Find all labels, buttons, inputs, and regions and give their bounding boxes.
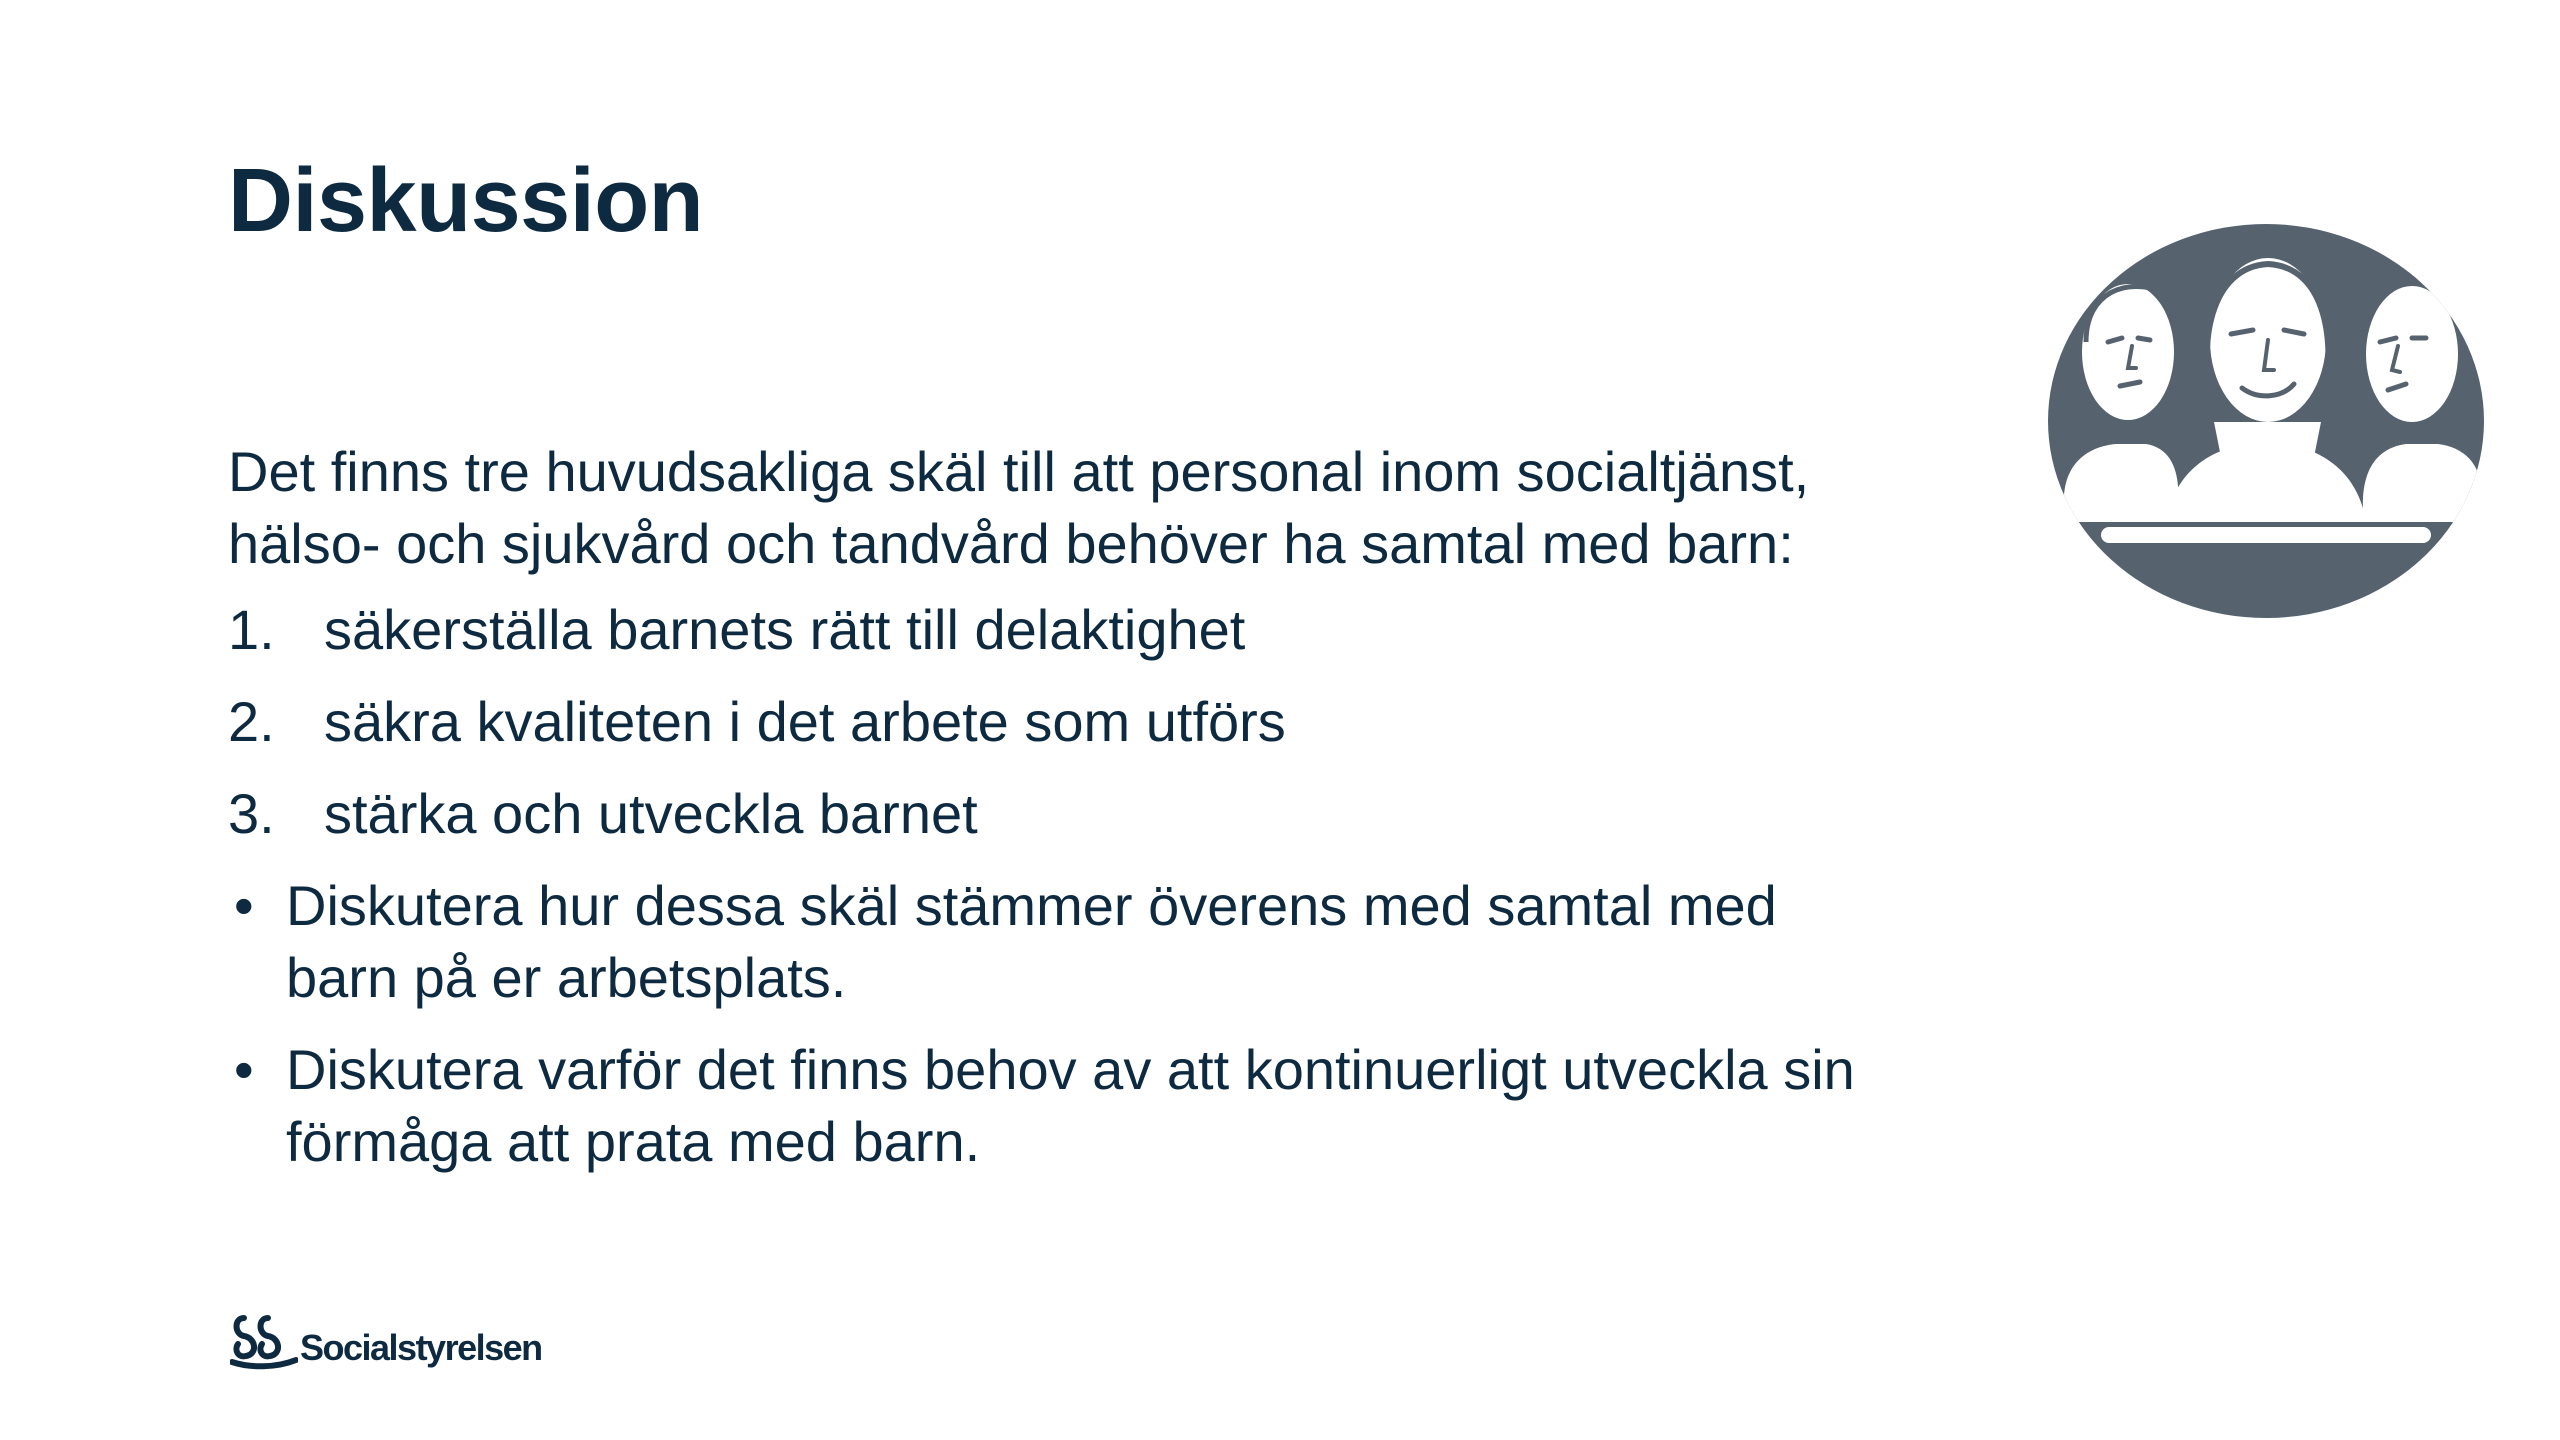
logo-text: Socialstyrelsen: [300, 1327, 542, 1368]
list-item-text: stärka och utveckla barnet: [324, 782, 978, 845]
list-item-text: säkerställa barnets rätt till delaktighet: [324, 598, 1246, 661]
bullet-list: [228, 870, 1928, 1178]
bullet-text: Diskutera hur dessa skäl stämmer överens med samtal med barn på er arbetsplats.: [286, 874, 1777, 1009]
bullet-item: [228, 1034, 1928, 1178]
socialstyrelsen-logo: [230, 1310, 542, 1372]
bullet-text: Diskutera varför det finns behov av att kontinuerligt utveckla sin förmåga att prata med barn.: [286, 1038, 1855, 1173]
logo-emblem-icon: [230, 1310, 298, 1372]
list-number: 3.: [228, 782, 275, 845]
numbered-list: [228, 594, 1928, 850]
list-item: [228, 778, 1928, 850]
bullet-symbol: •: [234, 1038, 254, 1101]
slide-title: Diskussion: [228, 151, 704, 251]
list-number: 2.: [228, 690, 275, 753]
list-item-text: säkra kvaliteten i det arbete som utförs: [324, 690, 1286, 753]
intro-text: Det finns tre huvudsakliga skäl till att personal inom socialtjänst, hälso- och sjukvård och tandvård behöver ha samtal med barn:: [228, 440, 1810, 575]
bullet-item: [228, 870, 1928, 1014]
list-item: [228, 594, 1928, 666]
slide-body: [228, 436, 1928, 1198]
list-item: [228, 686, 1928, 758]
table-shape: [2101, 527, 2431, 543]
list-number: 1.: [228, 598, 275, 661]
bullet-symbol: •: [234, 874, 254, 937]
group-people-illustration: [2046, 222, 2486, 620]
